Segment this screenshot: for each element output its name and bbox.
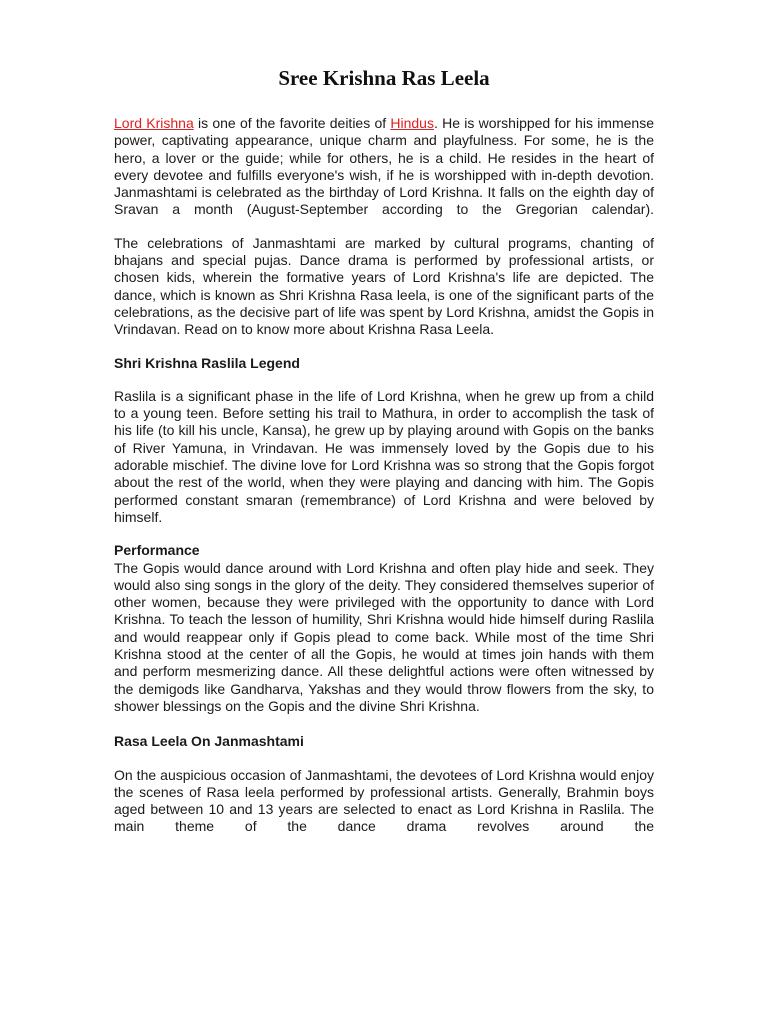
hindus-link[interactable]: Hindus [390,115,434,131]
intro-text-1: is one of the favorite deities of [193,115,391,131]
janmashtami-heading: Rasa Leela On Janmashtami [114,733,304,750]
janmashtami-paragraph: On the auspicious occasion of Janmashtami, the devotees of Lord Krishna would enjoy the scenes of Rasa leela performed by professional artists. Generally, Brahmin boys aged between 10 and 13 years are selected to enact as Lord Krishna in Raslila. The main theme of the dance drama revolves around the [114,766,654,835]
intro-text-2: . He is worshipped for his immense power, captivating appearance, unique charm and playfulness. For some, he is the hero, a lover or the guide; while for others, he is a child. He resides in the heart of every devotee and fulfills everyone's wish, if he is worshipped with in-depth devotion. Janmashtami is celebrated as the birthday of Lord Krishna. It falls on the eighth day of Sravan a month (August-September according to the Gregorian calendar). [114,115,654,218]
performance-paragraph: The Gopis would dance around with Lord Krishna and often play hide and seek. They would also sing songs in the glory of the deity. They considered themselves superior of other women, because they were privileged with the opportunity to dance with Lord Krishna. To teach the lesson of humility, Shri Krishna would hide himself during Raslila and would reappear only if Gopis plead to come back. While most of the time Shri Krishna stood at the center of all the Gopis, he would at times join hands with them and perform mesmerizing dance. All these delightful actions were often witnessed by the demigods like Gandharva, Yakshas and they would throw flowers from the sky, to shower blessings on the Gopis and the divine Shri Krishna. [114,559,654,714]
celebrations-paragraph: The celebrations of Janmashtami are marked by cultural programs, chanting of bhajans and special pujas. Dance drama is performed by professional artists, or chosen kids, wherein the formative years of Lord Krishna's life are depicted. The dance, which is known as Shri Krishna Rasa leela, is one of the significant parts of the celebrations, as the decisive part of life was spent by Lord Krishna, amidst the Gopis in Vrindavan. Read on to know more about Krishna Rasa Leela. [114,234,654,338]
intro-paragraph [114,115,654,219]
page-title: Sree Krishna Ras Leela [278,66,490,90]
lord-krishna-link[interactable]: Lord Krishna [114,115,194,131]
performance-heading: Performance [114,542,200,559]
legend-paragraph: Raslila is a significant phase in the life of Lord Krishna, when he grew up from a child to a young teen. Before setting his trail to Mathura, in order to accomplish the task of his life (to kill his uncle, Kansa), he grew up by playing around with Gopis on the banks of River Yamuna, in Vrindavan. He was immensely loved by the Gopis due to his adorable mischief. The divine love for Lord Krishna was so strong that the Gopis forgot about the rest of the world, when they were playing and dancing with him. The Gopis performed constant smaran (remembrance) of Lord Krishna and were beloved by himself. [114,387,654,525]
legend-heading: Shri Krishna Raslila Legend [114,354,300,371]
